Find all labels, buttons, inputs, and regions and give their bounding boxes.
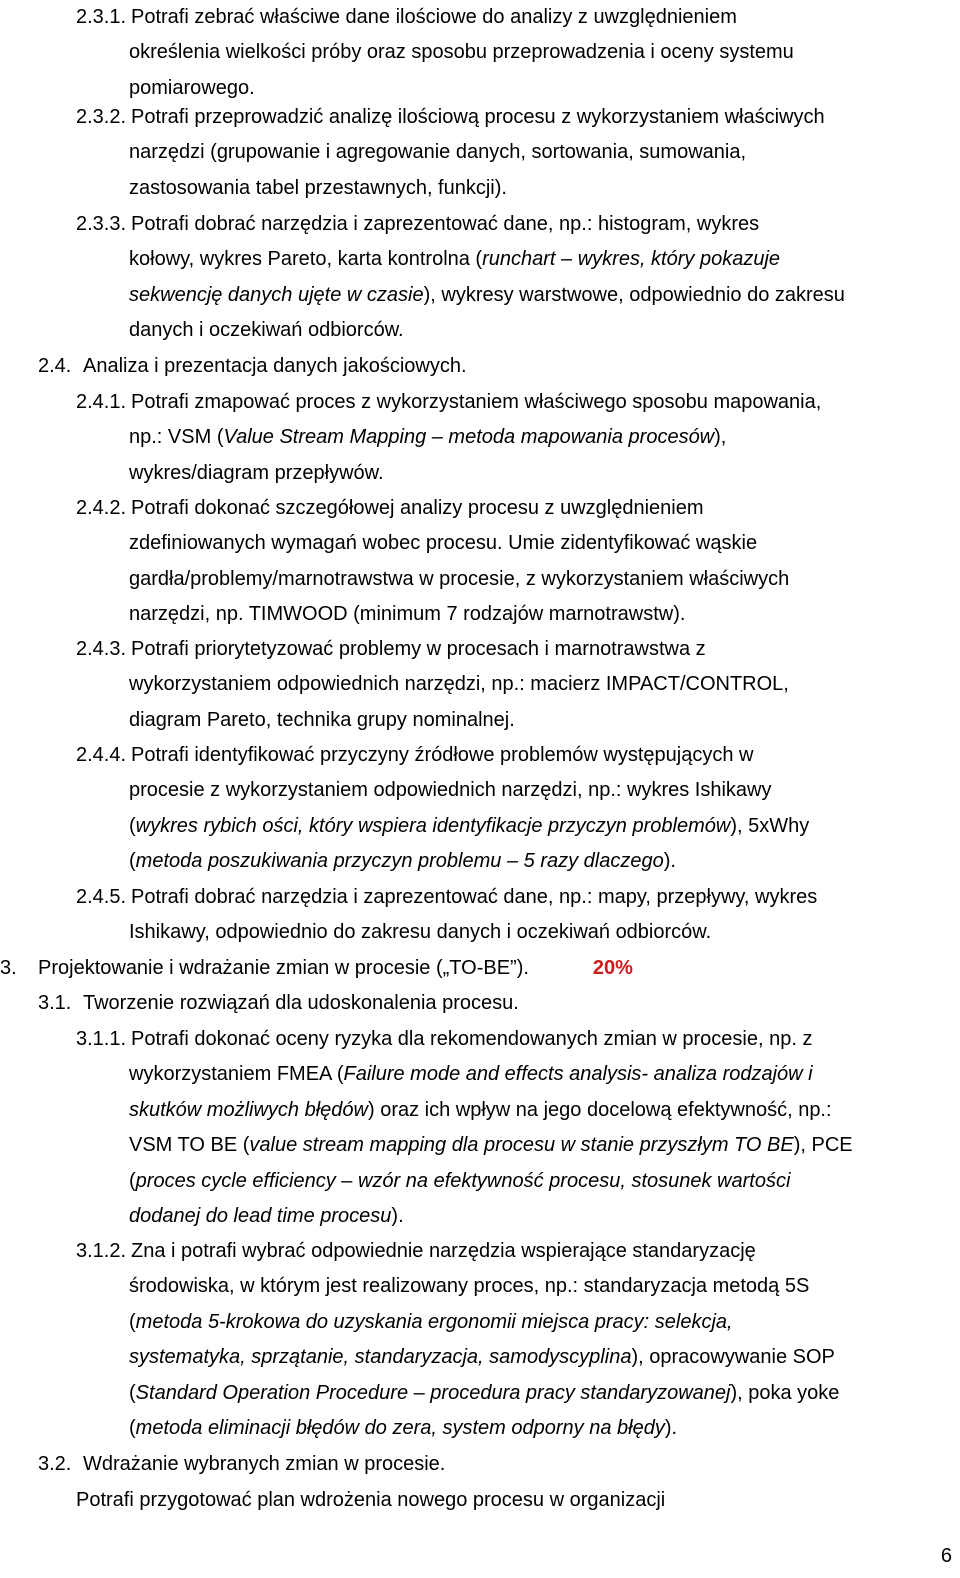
outline-text bbox=[83, 986, 940, 1021]
outline-text bbox=[129, 562, 940, 597]
outline-item bbox=[76, 100, 940, 206]
outline-text bbox=[129, 703, 940, 738]
outline-item bbox=[38, 349, 940, 384]
outline-line bbox=[76, 562, 940, 597]
text-segment: VSM TO BE ( bbox=[129, 1134, 250, 1157]
text-segment: wykorzystaniem FMEA ( bbox=[129, 1063, 344, 1086]
outline-line bbox=[76, 1269, 940, 1304]
text-segment: Tworzenie rozwiązań dla udoskonalenia procesu. bbox=[83, 992, 519, 1014]
page-number: 6 bbox=[940, 1545, 952, 1567]
text-segment: gardła/problemy/marnotrawstwa w procesie, z wykorzystaniem właściwych bbox=[129, 567, 790, 590]
text-segment: narzędzi (grupowanie i agregowanie danych, sortowania, sumowania, bbox=[129, 141, 747, 164]
outline-line bbox=[76, 1411, 940, 1446]
outline-text bbox=[129, 1093, 940, 1128]
text-segment: Potrafi zebrać właściwe dane ilościowe do analizy z uwzględnieniem bbox=[131, 6, 737, 28]
outline-line bbox=[76, 597, 940, 632]
italic-text: sekwencję danych ujęte w czasie bbox=[129, 283, 424, 306]
outline-number: 3.1.1. bbox=[76, 1028, 127, 1050]
text-segment: ( bbox=[129, 1417, 136, 1440]
outline-line bbox=[76, 313, 940, 348]
outline-number: 2.3.1. bbox=[76, 6, 127, 28]
text-segment: Analiza i prezentacja danych jakościowych. bbox=[83, 355, 467, 377]
text-segment: procesie z wykorzystaniem odpowiednich narzędzi, np.: wykres Ishikawy bbox=[129, 779, 772, 802]
outline-line bbox=[76, 278, 940, 313]
text-segment: ), PCE bbox=[793, 1134, 853, 1157]
outline-item bbox=[38, 986, 940, 1021]
text-segment: określenia wielkości próby oraz sposobu przeprowadzenia i oceny systemu bbox=[129, 41, 794, 64]
outline-text bbox=[76, 1483, 940, 1518]
outline-text bbox=[129, 773, 940, 808]
text-segment: Potrafi dobrać narzędzia i zaprezentować dane, np.: histogram, wykres bbox=[131, 213, 760, 235]
text-segment: ), opracowywanie SOP bbox=[631, 1346, 835, 1369]
italic-text: metoda eliminacji błędów do zera, system odporny na błędy bbox=[135, 1417, 665, 1440]
outline-text bbox=[129, 1269, 940, 1304]
outline-line bbox=[76, 100, 940, 135]
outline-line bbox=[76, 207, 940, 242]
text-segment: środowiska, w którym jest realizowany proces, np.: standaryzacja metodą 5S bbox=[129, 1275, 810, 1298]
outline-number: 2.3.3. bbox=[76, 213, 127, 235]
outline-text bbox=[83, 349, 940, 384]
text-segment: Potrafi przygotować plan wdrożenia nowego procesu w organizacji bbox=[76, 1489, 666, 1511]
outline-text bbox=[129, 1305, 940, 1340]
outline-text bbox=[131, 632, 940, 667]
outline-number: 2.4.2. bbox=[76, 497, 127, 519]
text-segment: ), wykresy warstwowe, odpowiednio do zakresu bbox=[423, 283, 845, 306]
outline-number: 2.4.4. bbox=[76, 744, 127, 766]
outline-line bbox=[76, 1376, 940, 1411]
text-segment: np.: VSM ( bbox=[129, 426, 224, 449]
outline-text bbox=[129, 915, 940, 950]
italic-text: value stream mapping dla procesu w stanie przyszłym TO BE bbox=[249, 1134, 794, 1157]
outline-number: 2.4. bbox=[38, 355, 72, 377]
outline-text bbox=[129, 1164, 940, 1199]
outline-item bbox=[76, 1234, 940, 1446]
outline-line bbox=[76, 1234, 940, 1269]
outline-text bbox=[129, 1057, 940, 1092]
outline-line bbox=[76, 773, 940, 808]
outline-text bbox=[129, 1128, 940, 1163]
outline-line bbox=[76, 1305, 940, 1340]
outline-item bbox=[76, 207, 940, 349]
text-segment: ( bbox=[129, 850, 136, 873]
outline-text bbox=[129, 35, 940, 70]
outline-text bbox=[131, 207, 940, 242]
outline-text bbox=[131, 100, 940, 135]
outline-text bbox=[129, 313, 940, 348]
outline-line bbox=[76, 526, 940, 561]
outline-text bbox=[129, 1376, 940, 1411]
italic-text: runchart – wykres, który pokazuje bbox=[482, 248, 781, 271]
italic-text: skutków możliwych błędów bbox=[129, 1098, 368, 1121]
outline-line bbox=[76, 880, 940, 915]
outline-text bbox=[129, 278, 940, 313]
italic-text: Failure mode and effects analysis- analiza rodzajów i bbox=[343, 1063, 813, 1086]
outline-line bbox=[76, 1199, 940, 1234]
outline-line bbox=[76, 0, 940, 35]
outline-line bbox=[76, 1022, 940, 1057]
italic-text: dodanej do lead time procesu bbox=[129, 1205, 392, 1228]
outline-text bbox=[131, 1234, 940, 1269]
text-segment: narzędzi, np. TIMWOOD (minimum 7 rodzajów marnotrawstw). bbox=[129, 603, 686, 626]
outline-line bbox=[76, 1128, 940, 1163]
outline-line bbox=[76, 667, 940, 702]
text-segment: danych i oczekiwań odbiorców. bbox=[129, 319, 404, 342]
outline-line bbox=[76, 491, 940, 526]
text-segment: Wdrażanie wybranych zmian w procesie. bbox=[83, 1453, 446, 1475]
outline-line bbox=[38, 1447, 940, 1482]
outline-number: 2.4.3. bbox=[76, 638, 127, 660]
outline-item bbox=[76, 738, 940, 880]
text-segment: zdefiniowanych wymagań wobec procesu. Umie zidentyfikować wąskie bbox=[129, 532, 758, 555]
text-segment: Potrafi priorytetyzować problemy w procesach i marnotrawstwa z bbox=[131, 638, 706, 660]
outline-line bbox=[76, 1164, 940, 1199]
outline-item bbox=[76, 491, 940, 633]
outline-text bbox=[83, 1447, 940, 1482]
text-segment: pomiarowego. bbox=[129, 76, 255, 99]
outline-item bbox=[76, 880, 940, 951]
outline-line bbox=[76, 420, 940, 455]
outline-text bbox=[129, 844, 940, 879]
text-segment: kołowy, wykres Pareto, karta kontrolna ( bbox=[129, 248, 483, 271]
outline-number: 3.1.2. bbox=[76, 1240, 127, 1262]
outline-text bbox=[129, 1340, 940, 1375]
outline-line bbox=[76, 703, 940, 738]
text-segment: ( bbox=[129, 1310, 136, 1333]
outline-text bbox=[131, 880, 940, 915]
outline-line bbox=[76, 632, 940, 667]
outline-item bbox=[38, 1447, 940, 1482]
text-segment: ( bbox=[129, 1169, 136, 1192]
outline-text bbox=[129, 667, 940, 702]
outline-text bbox=[129, 809, 940, 844]
text-segment: ), bbox=[714, 426, 727, 449]
text-segment: Potrafi zmapować proces z wykorzystaniem właściwego sposobu mapowania, bbox=[131, 391, 822, 413]
outline-item bbox=[76, 0, 940, 106]
outline-text bbox=[131, 491, 940, 526]
outline-line bbox=[38, 349, 940, 384]
text-segment: Potrafi przeprowadzić analizę ilościową procesu z wykorzystaniem właściwych bbox=[131, 106, 825, 128]
outline-text bbox=[129, 1411, 940, 1446]
outline-line bbox=[76, 35, 940, 70]
text-segment: Ishikawy, odpowiednio do zakresu danych i oczekiwań odbiorców. bbox=[129, 921, 712, 944]
outline-text bbox=[129, 456, 940, 491]
outline-item bbox=[76, 1483, 940, 1518]
text-segment: ), 5xWhy bbox=[730, 814, 810, 837]
text-segment: Projektowanie i wdrażanie zmian w procesie („TO-BE”). bbox=[38, 957, 529, 979]
outline-text bbox=[129, 420, 940, 455]
outline-text bbox=[131, 738, 940, 773]
outline-text bbox=[131, 1022, 940, 1057]
outline-line bbox=[0, 951, 940, 986]
outline-line bbox=[76, 844, 940, 879]
outline-text bbox=[131, 385, 940, 420]
outline-line bbox=[76, 1093, 940, 1128]
text-segment: Potrafi dokonać oceny ryzyka dla rekomendowanych zmian w procesie, np. z bbox=[131, 1028, 813, 1050]
outline-item bbox=[76, 385, 940, 491]
outline-line bbox=[76, 171, 940, 206]
outline-text bbox=[129, 526, 940, 561]
weight-percentage: 20% bbox=[592, 957, 633, 979]
italic-text: Value Stream Mapping – metoda mapowania procesów bbox=[223, 426, 715, 449]
outline-number: 3. bbox=[0, 957, 17, 979]
text-segment: Potrafi dokonać szczegółowej analizy procesu z uwzględnieniem bbox=[131, 497, 704, 519]
outline-line bbox=[76, 385, 940, 420]
text-segment: ). bbox=[663, 850, 676, 873]
outline-item bbox=[76, 1022, 940, 1234]
italic-text: proces cycle efficiency – wzór na efektywność procesu, stosunek wartości bbox=[135, 1169, 791, 1192]
italic-text: metoda 5-krokowa do uzyskania ergonomii miejsca pracy: selekcja, bbox=[135, 1310, 733, 1333]
text-segment: ). bbox=[391, 1205, 404, 1228]
outline-number: 2.4.5. bbox=[76, 886, 127, 908]
outline-number: 3.2. bbox=[38, 1453, 72, 1475]
outline-line bbox=[76, 135, 940, 170]
outline-line bbox=[76, 1483, 940, 1518]
outline-text bbox=[131, 0, 940, 35]
text-segment: ). bbox=[664, 1417, 678, 1440]
text-segment: Zna i potrafi wybrać odpowiednie narzędzia wspierające standaryzację bbox=[131, 1240, 756, 1262]
italic-text: systematyka, sprzątanie, standaryzacja, samodyscyplina bbox=[129, 1346, 632, 1369]
outline-text bbox=[129, 135, 940, 170]
outline-line bbox=[76, 738, 940, 773]
outline-text bbox=[38, 951, 940, 986]
text-segment: ), poka yoke bbox=[730, 1381, 840, 1404]
outline-text bbox=[129, 1199, 940, 1234]
text-segment: wykorzystaniem odpowiednich narzędzi, np.: macierz IMPACT/CONTROL, bbox=[129, 673, 789, 696]
outline-line bbox=[76, 456, 940, 491]
outline-number: 2.4.1. bbox=[76, 391, 127, 413]
outline-line bbox=[76, 1340, 940, 1375]
outline-text bbox=[129, 242, 940, 277]
outline-item bbox=[0, 951, 940, 986]
outline-item bbox=[76, 632, 940, 738]
outline-text bbox=[129, 597, 940, 632]
text-segment: ( bbox=[129, 814, 136, 837]
outline-line bbox=[76, 1057, 940, 1092]
text-segment: Potrafi dobrać narzędzia i zaprezentować dane, np.: mapy, przepływy, wykres bbox=[131, 886, 818, 908]
outline-line bbox=[76, 242, 940, 277]
italic-text: Standard Operation Procedure – procedura pracy standaryzowanej bbox=[135, 1381, 731, 1404]
text-segment: zastosowania tabel przestawnych, funkcji). bbox=[129, 176, 507, 199]
text-segment: diagram Pareto, technika grupy nominalnej. bbox=[129, 708, 515, 731]
text-segment: Potrafi identyfikować przyczyny źródłowe problemów występujących w bbox=[131, 744, 754, 766]
outline-line bbox=[76, 915, 940, 950]
text-segment: wykres/diagram przepływów. bbox=[129, 461, 384, 484]
outline-line bbox=[38, 986, 940, 1021]
outline-number: 2.3.2. bbox=[76, 106, 127, 128]
outline-number: 3.1. bbox=[38, 992, 72, 1014]
italic-text: metoda poszukiwania przyczyn problemu – 5 razy dlaczego bbox=[135, 850, 664, 873]
outline-line bbox=[76, 809, 940, 844]
outline-text bbox=[129, 171, 940, 206]
text-segment: ( bbox=[129, 1381, 136, 1404]
text-segment: ) oraz ich wpływ na jego docelową efektywność, np.: bbox=[367, 1098, 832, 1121]
italic-text: wykres rybich ości, który wspiera identyfikacje przyczyn problemów bbox=[135, 814, 731, 837]
